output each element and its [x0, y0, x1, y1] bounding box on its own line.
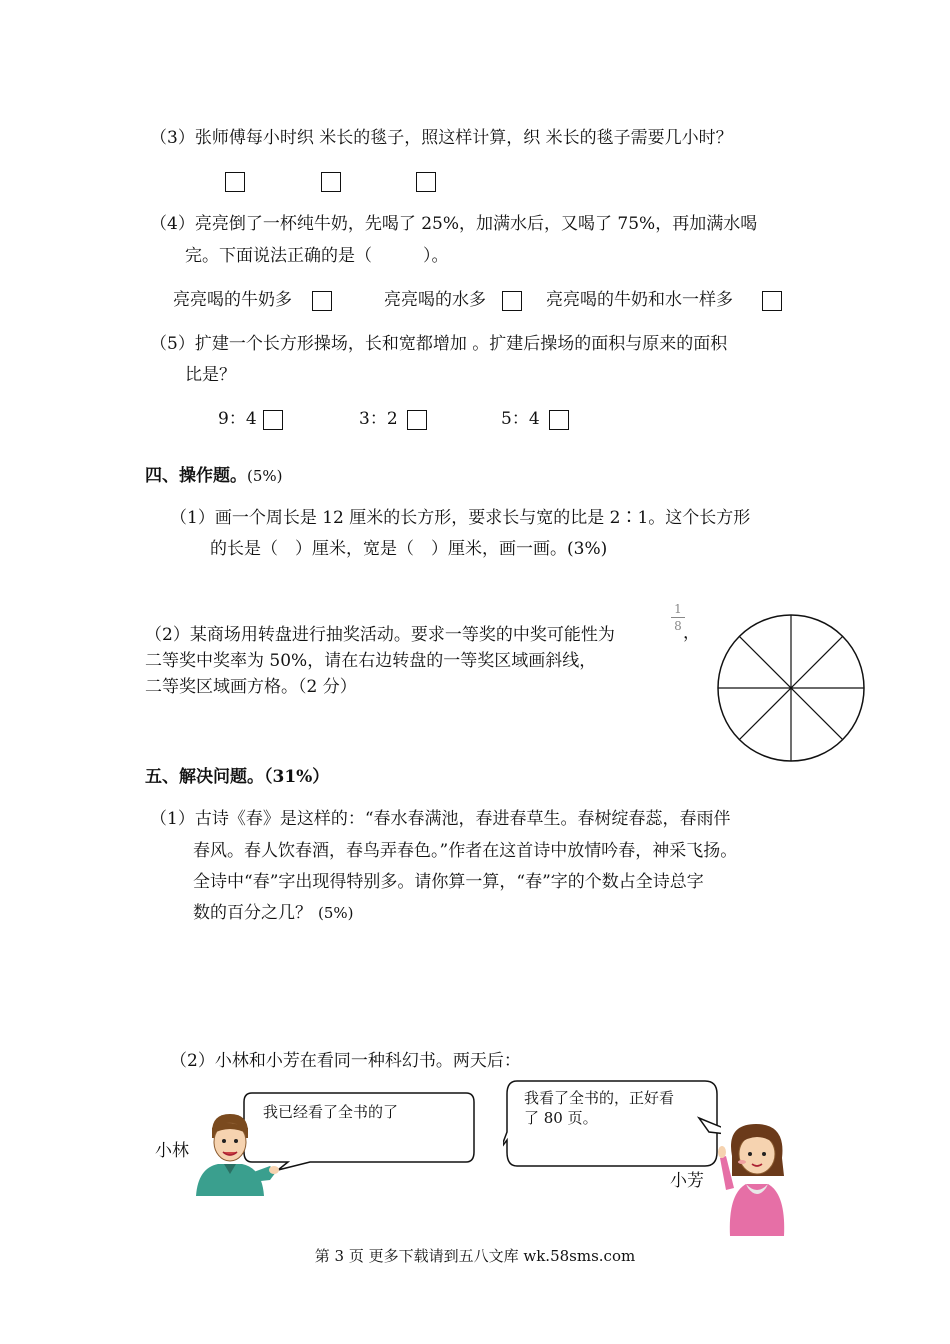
q5-option-1-checkbox[interactable]: [263, 410, 283, 430]
q5-line2: 比是？: [185, 365, 236, 385]
q5-option-2: 3：2: [359, 409, 398, 429]
q4-option-3: 亮亮喝的牛奶和水一样多: [546, 290, 733, 310]
q3-answer-box-3[interactable]: [416, 172, 436, 192]
xiaolin-name-label: 小林: [155, 1141, 189, 1161]
section5-q1-line2: 春风。春人饮春酒，春鸟弄春色。”作者在这首诗中放情吟春，神采飞扬。: [193, 841, 738, 861]
q3-text: （3）张师傅每小时织 米长的毯子，照这样计算，织 米长的毯子需要几小时？: [150, 128, 733, 148]
xiaofang-speech-text-line1: 我看了全书的，正好看: [524, 1089, 675, 1107]
xiaofang-name-label: 小芳: [670, 1171, 704, 1191]
section4-q2-line3: 二等奖区域画方格。（2 分）: [145, 677, 357, 697]
q4-option-1: 亮亮喝的牛奶多: [173, 290, 292, 310]
section5-q1-line3: 全诗中“春”字出现得特别多。请你算一算，“春”字的个数占全诗总字: [193, 872, 704, 892]
section5-q1-line1: （1）古诗《春》是这样的：“春水春满池，春进春草生。春树绽春蕊，春雨伴: [150, 809, 731, 829]
section4-q2-line2: 二等奖中奖率为 50%，请在右边转盘的一等奖区域画斜线，: [145, 651, 597, 671]
section4-heading: 四、操作题。(5%): [145, 466, 283, 486]
q4-option-2: 亮亮喝的水多: [384, 290, 486, 310]
xiaolin-speech-text: 我已经看了全书的了: [263, 1103, 399, 1121]
q5-option-3-checkbox[interactable]: [549, 410, 569, 430]
section5-q1-line4: 数的百分之几？ (5%): [193, 903, 354, 923]
section4-q2-line1: （2）某商场用转盘进行抽奖活动。要求一等奖的中奖可能性为: [145, 625, 615, 645]
q5-option-1: 9：4: [218, 409, 257, 429]
fraction-one-eighth: 1 8: [671, 602, 685, 633]
section5-q2-line1: （2）小林和小芳在看同一种科幻书。两天后：: [170, 1051, 521, 1071]
q4-line1: （4）亮亮倒了一杯纯牛奶，先喝了 25%，加满水后，又喝了 75%，再加满水喝: [150, 214, 758, 234]
q4-option-1-checkbox[interactable]: [312, 291, 332, 311]
page-footer: 第 3 页 更多下载请到五八文库 wk.58sms.com: [314, 1247, 636, 1265]
xiaofang-speech-text-line2: 了 80 页。: [524, 1109, 598, 1127]
q5-option-2-checkbox[interactable]: [407, 410, 427, 430]
section5-heading: 五、解决问题。（31%）: [145, 767, 330, 787]
q4-option-2-checkbox[interactable]: [502, 291, 522, 311]
q4-option-3-checkbox[interactable]: [762, 291, 782, 311]
q5-line1: （5）扩建一个长方形操场，长和宽都增加 。扩建后操场的面积与原来的面积: [150, 334, 728, 354]
section4-q1-line1: （1）画一个周长是 12 厘米的长方形，要求长与宽的比是 2∶1。这个长方形: [170, 508, 751, 528]
q3-answer-box-1[interactable]: [225, 172, 245, 192]
section4-q2-comma: ，: [683, 623, 700, 643]
q5-option-3: 5：4: [501, 409, 540, 429]
xiaofang-girl-illustration: [712, 1118, 812, 1236]
q4-line2: 完。下面说法正确的是（ ）。: [185, 246, 449, 266]
prize-spinner[interactable]: [715, 612, 867, 764]
section4-q1-line2: 的长是（ ）厘米，宽是（ ）厘米，画一画。(3%): [210, 539, 608, 559]
q3-answer-box-2[interactable]: [321, 172, 341, 192]
xiaolin-boy-illustration: [190, 1108, 280, 1198]
